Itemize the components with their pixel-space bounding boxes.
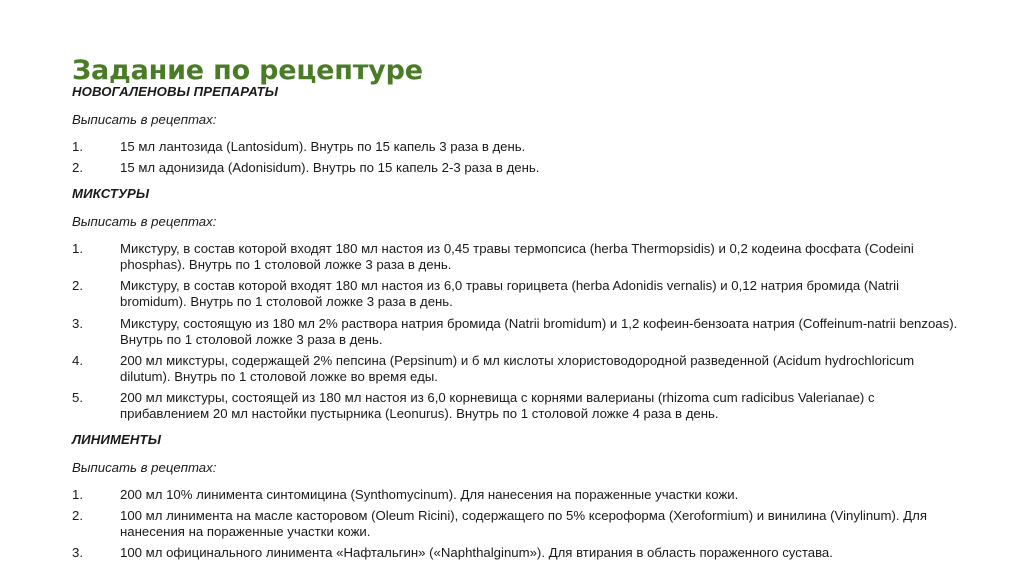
list-item [72,545,984,561]
section-lead: Выписать в рецептах: [72,459,217,475]
list-item [72,316,984,348]
list-item [72,278,984,310]
list-item-text: 200 мл микстуры, состоящей из 180 мл настоя из 6,0 корневища с корнями валерианы (rhizoma cum radicibus Valerianae) с прибавлением 20 мл настойки пустырника (Leonurus). Внутрь по 1 столовой ложке 4 раза в день. [120,389,875,422]
list-item [72,487,984,503]
list-item-number: 3. [72,545,83,561]
list-item [72,353,984,385]
list-item [72,139,984,155]
prescription-list [72,241,984,422]
list-item [72,241,984,273]
list-item-number: 4. [72,352,83,368]
section-novogalenovy [72,84,984,176]
list-item-text: Микстуру, состоящую из 180 мл 2% раствора натрия бромида (Natrii bromidum) и 1,2 кофеин-бензоата натрия (Coffeinum-natrii benzoas). Внутрь по 1 столовой ложке 3 раза в день. [120,315,958,347]
section-heading: ЛИНИМЕНТЫ [72,432,162,448]
prescription-list [72,139,984,176]
list-item-text: Микстуру, в состав которой входят 180 мл настоя из 6,0 травы горицвета (herba Adonidis vernalis) и 0,12 натрия бромида (Natrii bromidum). Внутрь по 1 столовой ложке 3 раза в день. [120,278,900,310]
list-item [72,508,984,540]
list-item [72,160,984,176]
list-item-number: 1. [72,241,83,257]
page-title: Задание по рецептуре [72,55,423,87]
list-item-text: 200 мл 10% линимента синтомицина (Synthomycinum). Для нанесения на пораженные участки кожи. [120,487,739,503]
list-item-text: 15 мл лантозида (Lantosidum). Внутрь по 15 капель 3 раза в день. [120,139,526,154]
list-item-text: Микстуру, в состав которой входят 180 мл настоя из 0,45 травы термопсиса (herba Thermopsidis) и 0,2 кодеина фосфата (Codeini phosphas). Внутрь по 1 столовой ложке 3 раза в день. [120,241,914,273]
section-linimenty [72,432,984,561]
list-item-text: 15 мл адонизида (Adonisidum). Внутрь по 15 капель 2-3 раза в день. [120,160,540,176]
list-item-text: 100 мл официнального линимента «Нафтальгин» («Naphthalginum»). Для втирания в область пораженного сустава. [120,545,833,561]
section-lead: Выписать в рецептах: [72,111,217,127]
list-item-text: 200 мл микстуры, содержащей 2% пепсина (Pepsinum) и б мл кислоты хлористоводородной разведенной (Acidum hydrochloricum dilutum). Внутрь по 1 столовой ложке во время еды. [120,352,915,384]
list-item-number: 3. [72,315,83,331]
list-item-number: 2. [72,160,83,176]
section-heading: НОВОГАЛЕНОВЫ ПРЕПАРАТЫ [72,84,279,99]
list-item [72,390,984,422]
section-heading: МИКСТУРЫ [72,186,150,202]
list-item-number: 2. [72,278,83,294]
section-lead: Выписать в рецептах: [72,213,217,229]
list-item-text: 100 мл линимента на масле касторовом (Oleum Ricini), содержащего по 5% ксероформа (Xeroformium) и винилина (Vinylinum). Для нанесения на пораженные участки кожи. [120,508,927,540]
list-item-number: 5. [72,389,83,405]
list-item-number: 1. [72,487,83,503]
document-content [72,84,984,572]
section-mikstury [72,186,984,422]
list-item-number: 1. [72,139,83,154]
list-item-number: 2. [72,508,83,524]
prescription-list [72,487,984,561]
